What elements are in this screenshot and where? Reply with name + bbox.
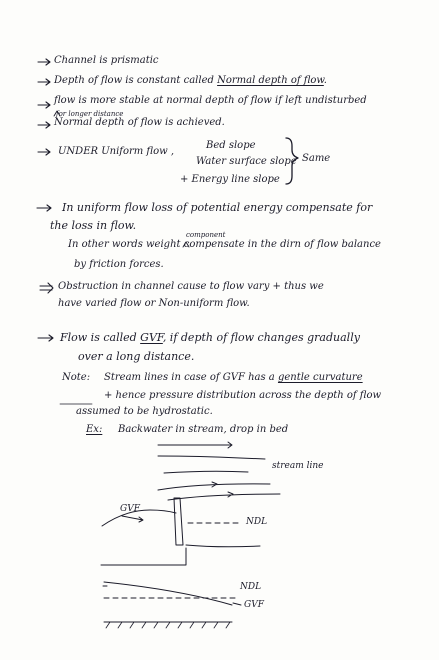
slope-item: Bed slope (206, 140, 256, 151)
underlined-term: GVF (140, 331, 163, 344)
note-line-energy-1: In uniform flow loss of potential energy compensate for (62, 201, 373, 214)
stream-line (168, 492, 280, 500)
gvf-label: GVF (120, 504, 140, 514)
label-pointer (233, 603, 241, 605)
arrow-icon (38, 149, 50, 155)
note-line-gvf-2: over a long distance. (78, 350, 195, 363)
note-line-obstruction-1: Obstruction in channel cause to flow vary + thus we (58, 281, 324, 292)
arrow-icon (38, 122, 50, 128)
arrow-icon (38, 79, 50, 85)
slope-item: Water surface slope (196, 156, 297, 167)
note-line-balance-2: by friction forces. (74, 259, 164, 270)
note-line-streamlines (104, 373, 363, 383)
note-text: Flow is called (60, 331, 141, 344)
stream-line (158, 442, 232, 448)
example-label: Ex: (86, 424, 103, 435)
note-label: Note: (62, 372, 91, 383)
note-insert-component: component (186, 231, 226, 239)
label-pointer (122, 516, 143, 522)
double-arrow-icon (40, 283, 53, 293)
same-label: Same (302, 153, 331, 164)
note-text: Stream lines in case of GVF has a (104, 372, 278, 383)
note-line-prismatic: Channel is prismatic (54, 55, 159, 66)
note-line-stable: flow is more stable at normal depth of flow if left undisturbed (54, 95, 367, 106)
note-insert-longer-distance: for longer distance (56, 110, 124, 118)
bed-hatching (106, 622, 230, 628)
note-line-balance-1: In other words weight compensate in the dirn of flow balance (68, 239, 381, 250)
note-line-energy-2: the loss in flow. (50, 219, 137, 232)
note-line-uniform-flow: UNDER Uniform flow , (58, 146, 175, 157)
stream-line (158, 482, 270, 490)
slope-item: + Energy line slope (180, 174, 280, 185)
stream-line-label: stream line (272, 461, 324, 471)
arrow-icon (38, 335, 53, 341)
arrow-icon (38, 102, 50, 108)
channel-bed (101, 548, 186, 565)
arrow-icon (38, 59, 50, 65)
stream-line (158, 456, 265, 459)
arrow-icon (37, 205, 51, 211)
note-line-normal-depth: Depth of flow is constant called Normal depth of flow. (54, 75, 327, 86)
gvf-label: GVF (244, 600, 264, 610)
gate-obstruction (174, 498, 183, 545)
bullet-arrows (37, 59, 53, 341)
note-text: Depth of flow is constant called (54, 75, 218, 86)
ndl-label: NDL (246, 517, 268, 527)
drawdown-curve (104, 582, 232, 605)
note-line-pressure: + hence pressure distribution across the depth of flow (104, 390, 382, 401)
underlined-term: gentle curvature (277, 372, 363, 383)
ndl-label: NDL (240, 582, 262, 592)
bed-continuation (186, 545, 260, 547)
note-line-achieved: Normal depth of flow is achieved. (54, 117, 225, 128)
note-line-hydrostatic: assumed to be hydrostatic. (76, 406, 213, 417)
example-text: Backwater in stream, drop in bed (118, 424, 289, 435)
note-text: , if depth of flow changes gradually (162, 331, 360, 344)
note-line-gvf-1 (60, 332, 360, 343)
underlined-term: Normal depth of flow (217, 75, 324, 86)
note-line-obstruction-2: have varied flow or Non-uniform flow. (58, 298, 250, 309)
stream-line (164, 471, 248, 473)
